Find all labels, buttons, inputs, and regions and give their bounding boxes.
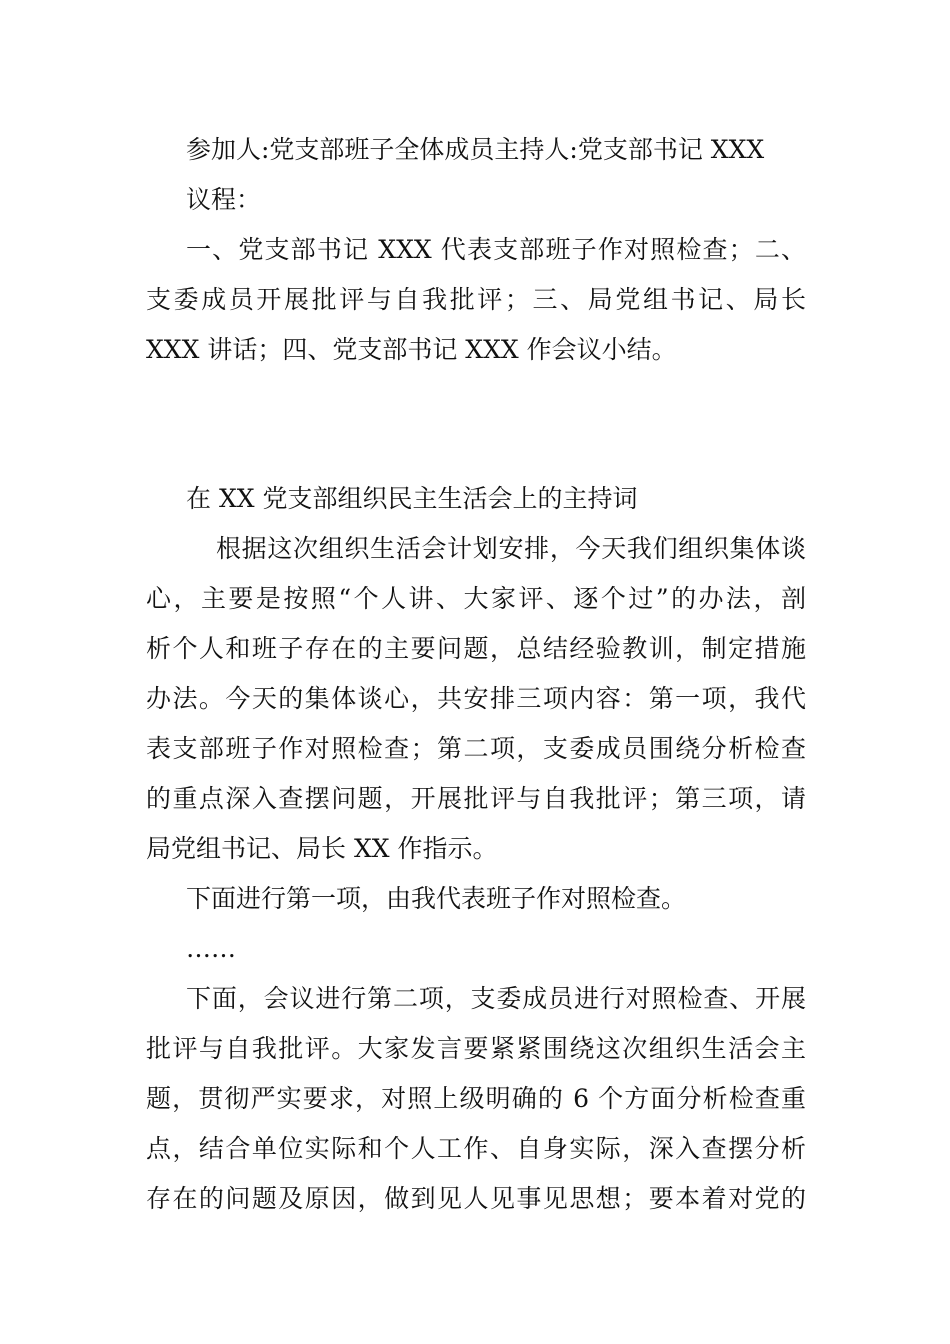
agenda-line: XXX 讲话；四、党支部书记 XXX 作会议小结。: [146, 335, 677, 364]
paragraph-line: 点，结合单位实际和个人工作、自身实际，深入查摆分析: [146, 1134, 806, 1163]
paragraph-line: 办法。今天的集体谈心，共安排三项内容：第一项，我代: [146, 684, 806, 713]
paragraph-line: 根据这次组织生活会计划安排，今天我们组织集体谈: [216, 534, 806, 563]
paragraph-line: 题，贯彻严实要求，对照上级明确的 6 个方面分析检查重: [146, 1084, 806, 1113]
ellipsis: ……: [186, 934, 236, 963]
paragraph-line: 存在的问题及原因，做到见人见事见思想；要本着对党的: [146, 1184, 806, 1213]
paragraph-line: 表支部班子作对照检查；第二项，支委成员围绕分析检查: [146, 734, 806, 763]
paragraph-line: 局党组书记、局长 XX 作指示。: [146, 834, 498, 863]
paragraph-line: 下面，会议进行第二项，支委成员进行对照检查、开展: [186, 984, 806, 1013]
attendees-line: 参加人:党支部班子全体成员主持人:党支部书记 XXX: [186, 135, 765, 164]
agenda-label: 议程：: [186, 185, 262, 214]
speech-title: 在 XX 党支部组织民主生活会上的主持词: [186, 484, 638, 513]
agenda-line: 支委成员开展批评与自我批评；三、局党组书记、局长: [146, 285, 806, 314]
paragraph-line: 的重点深入查摆问题，开展批评与自我批评；第三项，请: [146, 784, 806, 813]
agenda-line: 一、党支部书记 XXX 代表支部班子作对照检查；二、: [186, 235, 806, 264]
paragraph-line: 心，主要是按照“个人讲、大家评、逐个过”的办法，剖: [146, 584, 806, 613]
paragraph-two: 下面进行第一项，由我代表班子作对照检查。: [186, 884, 687, 913]
paragraph-line: 批评与自我批评。大家发言要紧紧围绕这次组织生活会主: [146, 1034, 806, 1063]
paragraph-line: 析个人和班子存在的主要问题，总结经验教训，制定措施: [146, 634, 806, 663]
